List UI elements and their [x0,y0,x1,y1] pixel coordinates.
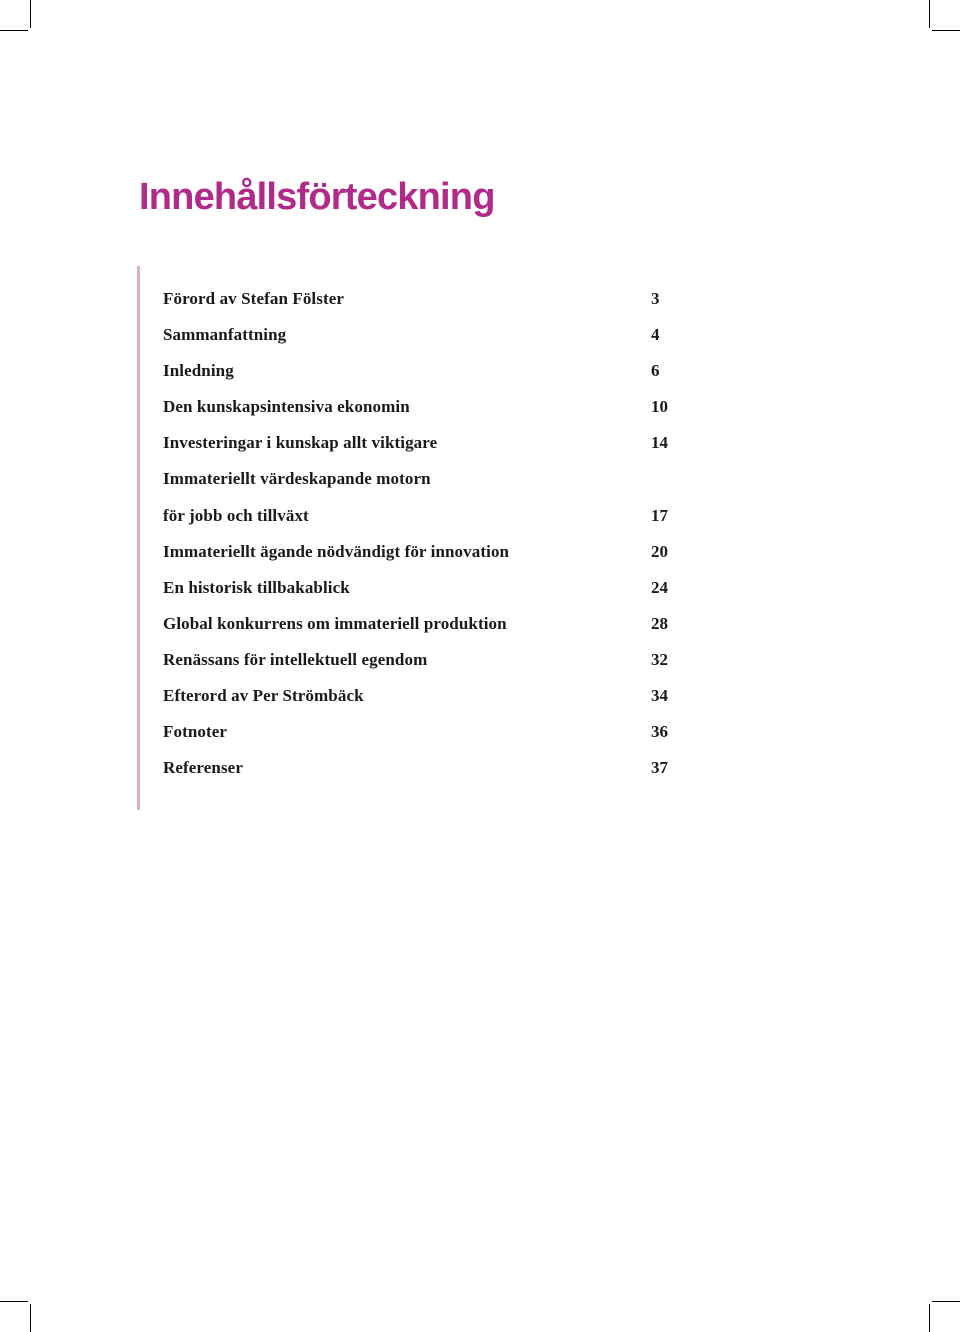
toc-entry [163,425,683,461]
crop-mark-bottom-left-horizontal [0,1301,28,1302]
crop-mark-bottom-right-horizontal [932,1301,960,1302]
crop-mark-bottom-right-vertical [929,1304,930,1332]
toc-entry [163,281,683,317]
toc-entry-label: Inledning [163,361,234,381]
toc-entry-page-number: 10 [651,397,668,417]
toc-entry-page-number: 20 [651,541,668,561]
toc-entry-label: Investeringar i kunskap allt viktigare [163,433,438,453]
toc-entry [163,714,683,750]
toc-entry [163,317,683,353]
toc-entry-label: Renässans för intellektuell egendom [163,649,428,669]
toc-vertical-rule [137,266,140,810]
toc-entry-page-number: 14 [651,433,668,453]
toc-entry-label: Referenser [163,758,243,778]
toc-entry-page-number: 17 [651,505,668,525]
toc-entry-label: Sammanfattning [163,325,287,345]
toc-entry [163,750,683,786]
crop-mark-top-right-horizontal [932,30,960,31]
toc-entry-label: för jobb och tillväxt [163,505,309,525]
toc-list [163,281,683,786]
page-title: Innehållsförteckning [139,176,495,218]
toc-entry [163,678,683,714]
toc-entry-page-number: 34 [651,686,668,706]
crop-mark-bottom-left-vertical [30,1304,31,1332]
toc-entry-page-number: 32 [651,649,668,669]
toc-entry-page-number: 6 [651,361,660,381]
toc-entry-page-number: 36 [651,722,668,742]
toc-entry-page-number: 3 [651,289,660,308]
toc-entry [163,353,683,389]
crop-mark-top-right-vertical [929,0,930,28]
toc-entry [163,498,683,534]
toc-entry-label: Immateriellt värdeskapande motorn [163,469,431,489]
toc-entry-label: Förord av Stefan Fölster [163,289,345,308]
toc-entry [163,570,683,606]
toc-entry-label: Immateriellt ägande nödvändigt för innovation [163,541,510,561]
toc-entry-label: Fotnoter [163,722,228,742]
toc-entry-page-number: 37 [651,758,668,778]
crop-mark-top-left-vertical [30,0,31,28]
toc-entry [163,389,683,425]
toc-entry-page-number: 4 [651,325,660,345]
toc-entry [163,461,683,497]
toc-entry [163,534,683,570]
toc-entry-label: Global konkurrens om immateriell produktion [163,613,507,633]
toc-entry-page-number: 24 [651,577,668,597]
toc-entry-label: En historisk tillbakablick [163,577,350,597]
toc-entry-label: Den kunskapsintensiva ekonomin [163,397,410,417]
toc-entry-page-number: 28 [651,613,668,633]
toc-entry [163,606,683,642]
crop-mark-top-left-horizontal [0,30,28,31]
toc-entry [163,642,683,678]
toc-entry-label: Efterord av Per Strömbäck [163,686,364,706]
